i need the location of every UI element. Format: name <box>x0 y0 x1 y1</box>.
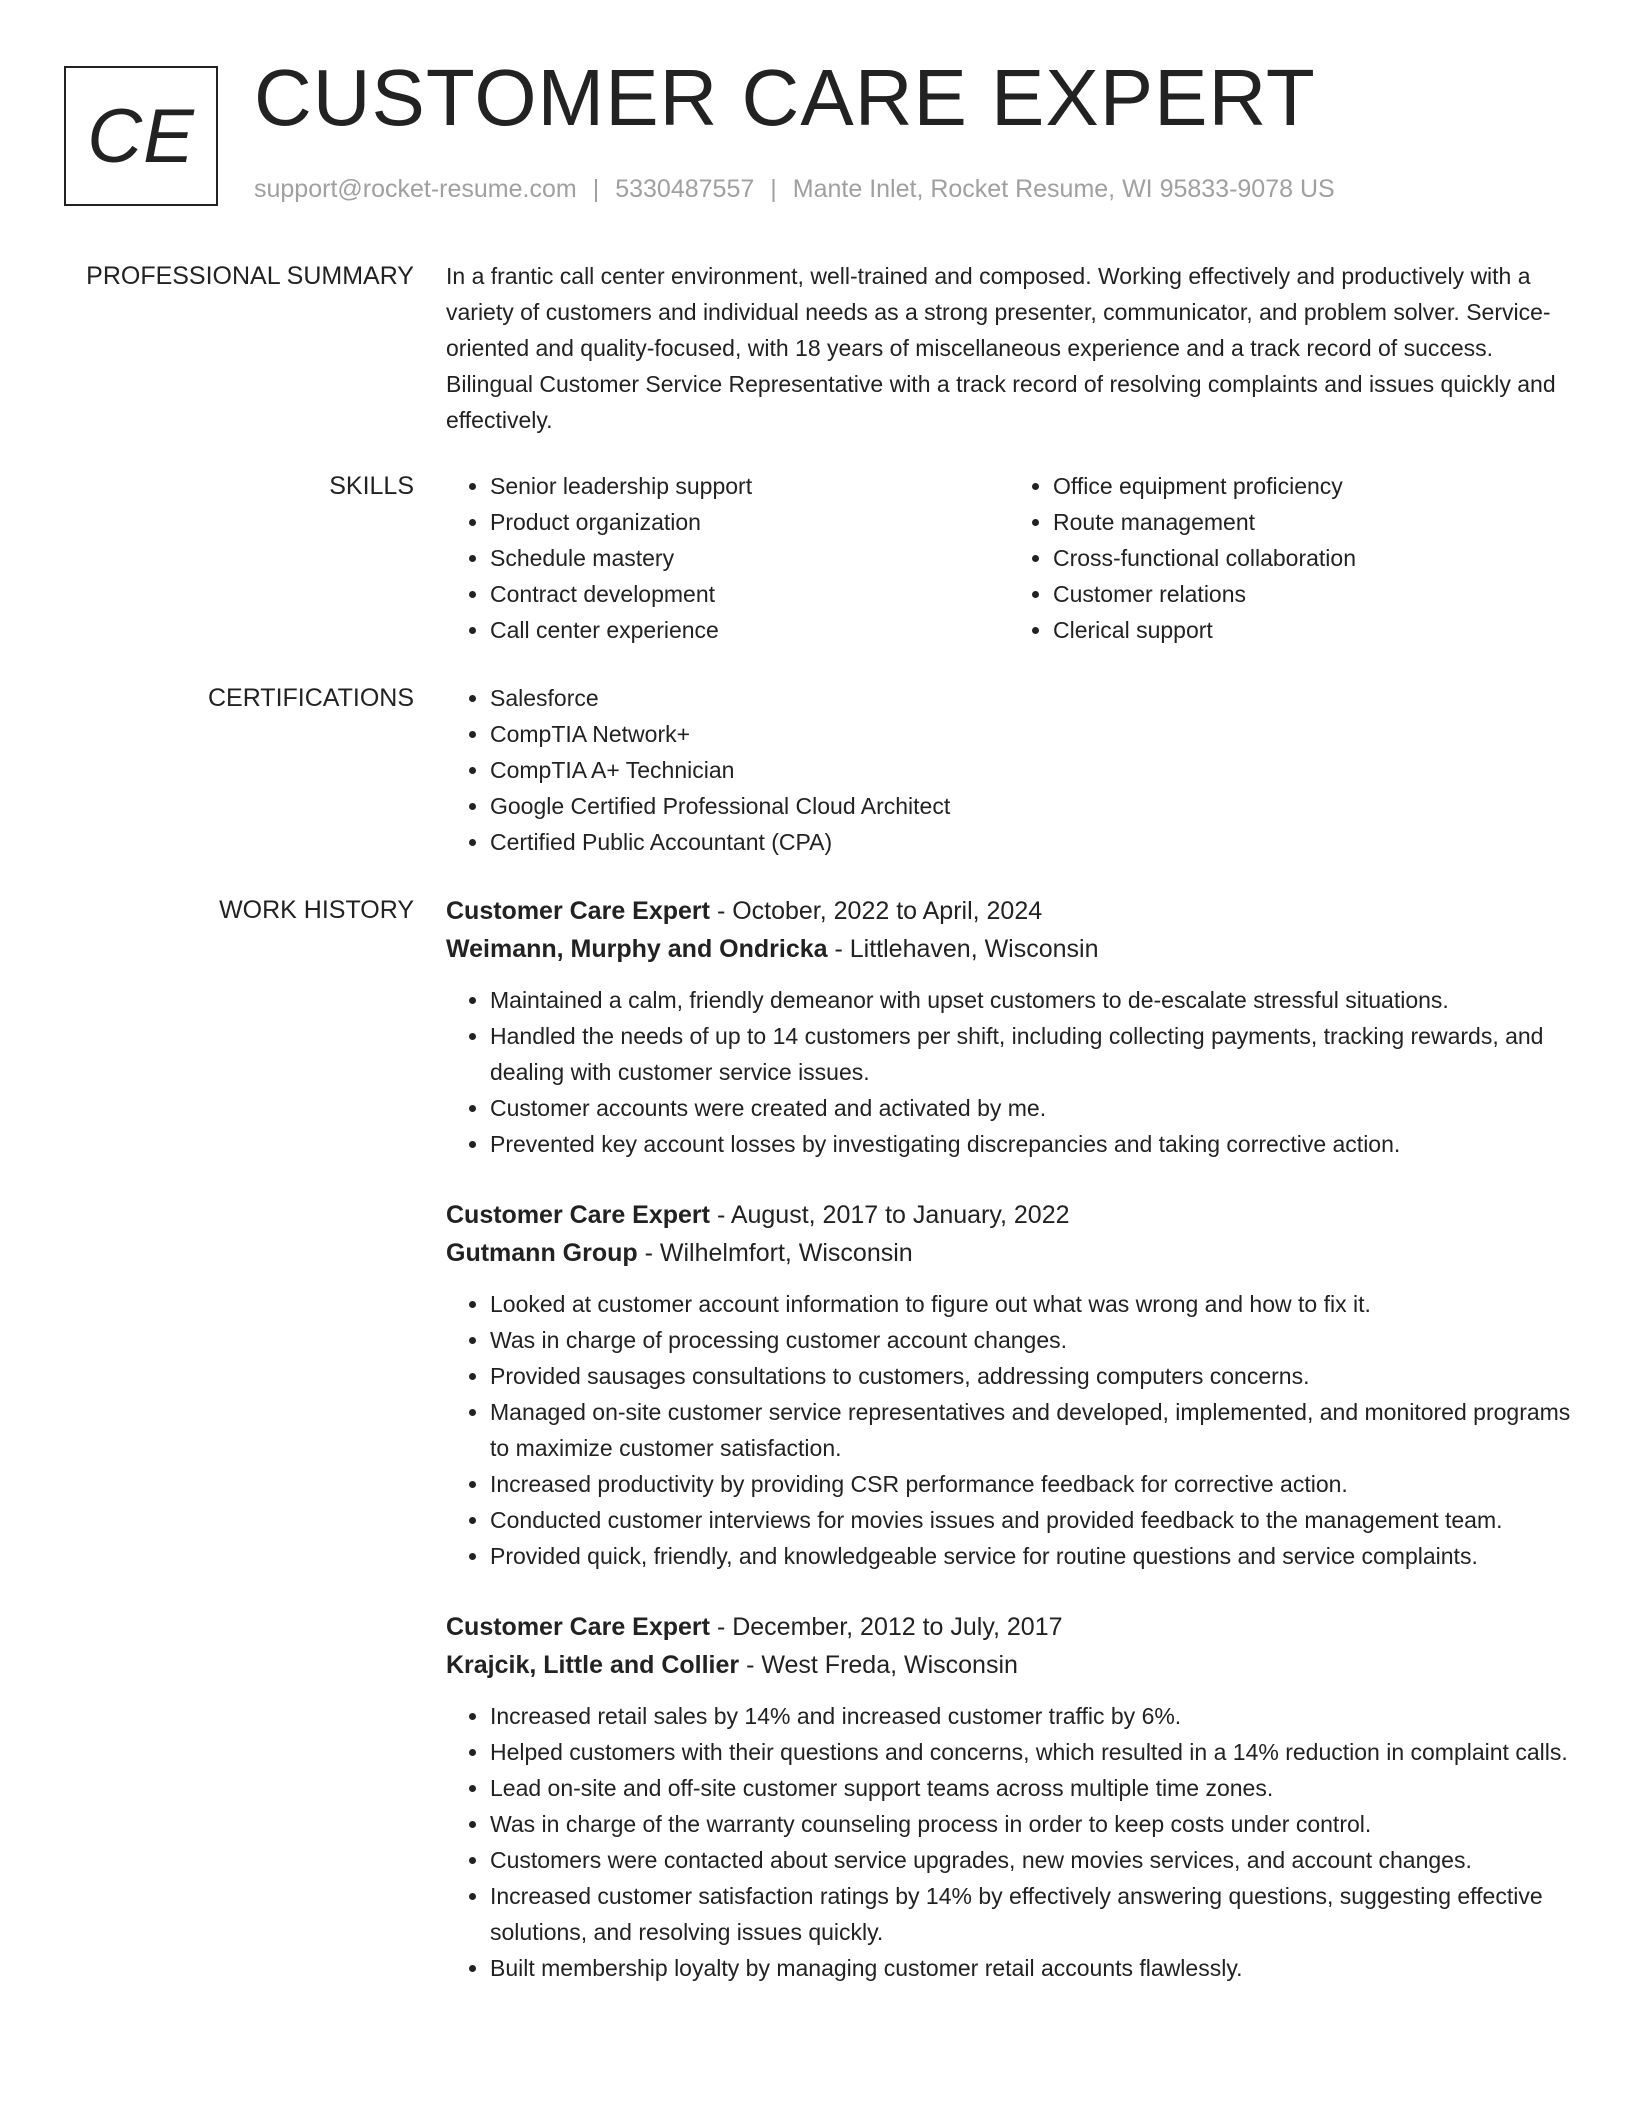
job-bullet: • Maintained a calm, friendly demeanor with upset customers to de-escalate stressful situations. <box>490 982 1572 1018</box>
certification-item: • CompTIA A+ Technician <box>490 752 1572 788</box>
job-bullet: • Customer accounts were created and activated by me. <box>490 1090 1572 1126</box>
job-bullet: • Increased productivity by providing CSR performance feedback for corrective action. <box>490 1466 1572 1502</box>
summary-heading: PROFESSIONAL SUMMARY <box>86 262 414 290</box>
job-bullet: • Customers were contacted about service upgrades, new movies services, and account changes. <box>490 1842 1572 1878</box>
skills-list-right <box>1009 468 1572 648</box>
job-title-line <box>446 892 1572 930</box>
job-company: Weimann, Murphy and Ondricka <box>446 935 828 963</box>
job-bullet: • Helped customers with their questions and concerns, which resulted in a 14% reduction in complaint calls. <box>490 1734 1572 1770</box>
job-bullet: • Conducted customer interviews for movies issues and provided feedback to the management team. <box>490 1502 1572 1538</box>
skills-heading: SKILLS <box>329 472 414 500</box>
job-bullet: • Looked at customer account information to figure out what was wrong and how to fix it. <box>490 1286 1572 1322</box>
job-company: Krajcik, Little and Collier <box>446 1651 740 1679</box>
job-bullets <box>446 1286 1572 1574</box>
job-bullets <box>446 982 1572 1162</box>
job-title: Customer Care Expert <box>446 897 710 925</box>
job-bullet: • Provided quick, friendly, and knowledgeable service for routine questions and service complaints. <box>490 1538 1572 1574</box>
job-company-line <box>446 1646 1572 1684</box>
job-bullet: • Built membership loyalty by managing customer retail accounts flawlessly. <box>490 1950 1572 1986</box>
contact-address: Mante Inlet, Rocket Resume, WI 95833-9078 US <box>792 175 1335 203</box>
job-bullet: • Lead on-site and off-site customer support teams across multiple time zones. <box>490 1770 1572 1806</box>
job-location: - Littlehaven, Wisconsin <box>834 935 1099 963</box>
job-title: Customer Care Expert <box>446 1201 710 1229</box>
job-bullet: • Provided sausages consultations to customers, addressing computers concerns. <box>490 1358 1572 1394</box>
job-location: - Wilhelmfort, Wisconsin <box>644 1239 913 1267</box>
job-bullet: • Increased customer satisfaction ratings by 14% by effectively answering questions, suggesting effective solutions, and resolving issues quickly. <box>490 1878 1572 1950</box>
skill-item: • Contract development <box>490 576 1009 612</box>
job-title-line <box>446 1608 1572 1646</box>
certification-item: • CompTIA Network+ <box>490 716 1572 752</box>
contact-separator: | <box>592 175 600 203</box>
certification-item: • Salesforce <box>490 680 1572 716</box>
work-history-heading: WORK HISTORY <box>219 896 414 924</box>
job-dates: - August, 2017 to January, 2022 <box>716 1201 1070 1229</box>
certifications-list <box>446 680 1572 860</box>
contact-line <box>254 175 1335 204</box>
contact-separator: | <box>770 175 777 203</box>
skill-item: • Office equipment proficiency <box>1053 468 1572 504</box>
job-bullet: • Was in charge of the warranty counseling process in order to keep costs under control. <box>490 1806 1572 1842</box>
summary-text: In a frantic call center environment, well-trained and composed. Working effectively and productively with a variety of customers and individual needs as a strong presenter, communicator, and problem solver. Service-oriented and quality-focused, with 18 years of miscellaneous experience and a track record of success. Bilingual Customer Service Representative with a track record of resolving complaints and issues quickly and effectively. <box>446 263 1556 433</box>
job-bullets <box>446 1698 1572 1986</box>
job-entry <box>446 892 1572 1162</box>
contact-phone[interactable]: 5330487557 <box>615 175 755 203</box>
certifications-heading: CERTIFICATIONS <box>207 684 414 712</box>
skill-item: • Schedule mastery <box>490 540 1009 576</box>
job-bullet: • Was in charge of processing customer account changes. <box>490 1322 1572 1358</box>
job-bullet: • Prevented key account losses by investigating discrepancies and taking corrective action. <box>490 1126 1572 1162</box>
job-dates: - December, 2012 to July, 2017 <box>716 1613 1063 1641</box>
skill-item: • Cross-functional collaboration <box>1053 540 1572 576</box>
skill-item: • Customer relations <box>1053 576 1572 612</box>
job-title: Customer Care Expert <box>446 1613 710 1641</box>
job-entry <box>446 1608 1572 1986</box>
job-company: Gutmann Group <box>446 1239 638 1267</box>
job-bullet: • Managed on-site customer service representatives and developed, implemented, and monitored programs to maximize customer satisfaction. <box>490 1394 1572 1466</box>
job-entry <box>446 1196 1572 1574</box>
job-company-line <box>446 930 1572 968</box>
skill-item: • Call center experience <box>490 612 1009 648</box>
skill-item: • Route management <box>1053 504 1572 540</box>
certification-item: • Certified Public Accountant (CPA) <box>490 824 1572 860</box>
job-dates: - October, 2022 to April, 2024 <box>716 897 1043 925</box>
monogram: CE <box>64 66 218 206</box>
job-bullet: • Handled the needs of up to 14 customers per shift, including collecting payments, tracking rewards, and dealing with customer service issues. <box>490 1018 1572 1090</box>
job-title-line <box>446 1196 1572 1234</box>
resume-title: CUSTOMER CARE EXPERT <box>254 53 1316 142</box>
contact-email[interactable]: support@rocket-resume.com <box>254 175 577 203</box>
certification-item: • Google Certified Professional Cloud Architect <box>490 788 1572 824</box>
job-company-line <box>446 1234 1572 1272</box>
skill-item: • Product organization <box>490 504 1009 540</box>
skill-item: • Clerical support <box>1053 612 1572 648</box>
job-bullet: • Increased retail sales by 14% and increased customer traffic by 6%. <box>490 1698 1572 1734</box>
skill-item: • Senior leadership support <box>490 468 1009 504</box>
job-location: - West Freda, Wisconsin <box>746 1651 1018 1679</box>
skills-list-left <box>446 468 1009 648</box>
